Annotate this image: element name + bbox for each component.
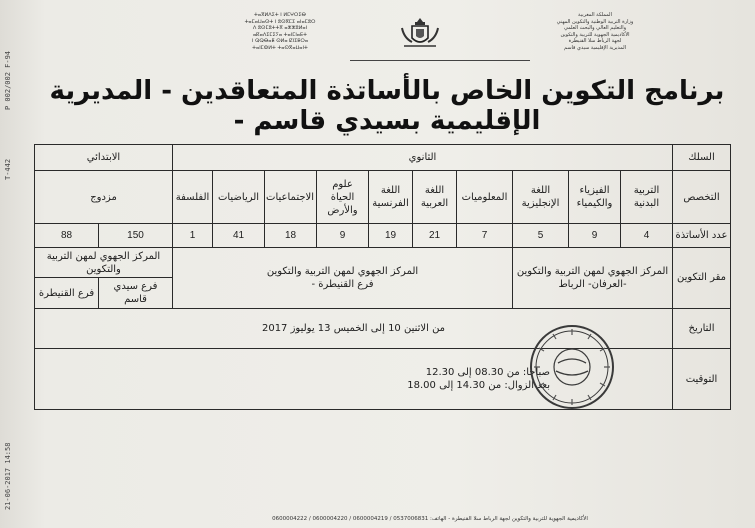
table-row (35, 171, 731, 224)
date-value: من الاثنين 10 إلى الخميس 13 يوليوز 2017 (35, 308, 673, 348)
venue-kenitra: المركز الجهوي لمهن التربية والتكوين فرع القنيطرة - (173, 248, 513, 309)
count-cell: 7 (457, 223, 513, 247)
official-stamp-icon (528, 323, 616, 411)
fax-header-strip (4, 40, 18, 510)
specialty-label: التخصص (673, 171, 731, 224)
teachers-label: عدد الأساتذة (673, 223, 731, 247)
subject-cell: اللغة الإنجليزية (513, 171, 569, 224)
count-cell: 9 (317, 223, 369, 247)
letterhead (200, 12, 680, 62)
subject-cell: المعلوميات (457, 171, 513, 224)
cycle-primary: الابتدائي (35, 145, 173, 171)
cycle-label: السلك (673, 145, 731, 171)
table-row (35, 223, 731, 247)
fax-id-label: T-442 (4, 158, 12, 180)
count-cell: 5 (513, 223, 569, 247)
count-cell: 21 (413, 223, 457, 247)
count-cell: 19 (369, 223, 413, 247)
subject-cell: الرياضيات (213, 171, 265, 224)
count-cell: 41 (213, 223, 265, 247)
letterhead-tifinagh-block: ⵜⴰⴳⵍⴷⵉⵜ ⵏ ⵍⵎⵖⵔⵉⴱ ⵜⴰⵎⴰⵡⴰⵙⵜ ⵏ ⵓⵙⴳⵎⵉ ⴰⵏⴰⵎⵓⵔ ⴷ ⵓⵙⵎⵓⵜⵜⴳ ⴰⵣⵣⵓⵍⴰⵏ ⴰⴽⴰⴷⵉⵎⵉⵢⴰ ⵜⴰⵏⵎⵏⴰⴹⵜ ⵏ ⵕⵕⴱⴰⵟ ⵙⵍⴰ ⵇⵏⵉⵟⵔⴰ ⵜⴰⵏⵎⵀⵍⵜ ⵜⴰⵙⴳⴰⵡⴰⵏⵜ (244, 12, 316, 51)
count-cell: 18 (265, 223, 317, 247)
primary-specialty-cell: مزدوج (35, 171, 173, 224)
count-cell: 9 (569, 223, 621, 247)
subject-cell: علوم الحياة والأرض (317, 171, 369, 224)
fax-page-label: P 002/002 F-94 (4, 50, 12, 110)
count-cell: 4 (621, 223, 673, 247)
fax-date-label: 21-06-2017 14:58 (4, 442, 12, 510)
venue-primary-sidi: فرع سيدي قاسم (99, 278, 173, 308)
table-row (35, 349, 731, 410)
footer-contact: الأكاديمية الجهوية للتربية والتكوين لجهة الرباط سلا القنيطرة - الهاتف: 0537006831 / 0600004219 / 0600004220 / 0600004222 (272, 516, 588, 522)
count-cell: 1 (173, 223, 213, 247)
time-value: صباحا: من 08.30 إلى 12.30 بعد الزوال: من 14.30 إلى 18.00 (35, 349, 673, 410)
date-label: التاريخ (673, 308, 731, 348)
count-cell: 150 (99, 223, 173, 247)
table-row (35, 145, 731, 171)
letterhead-divider (350, 60, 530, 61)
venue-label: مقر التكوين (673, 248, 731, 309)
letterhead-arabic-block: المملكة المغربية وزارة التربية الوطنية والتكوين المهني والتعليم العالي والبحث العلمي الأكاديمية الجهوية للتربية والتكوين لجهة الرباط سلا القنيطرة المديرية الإقليمية سيدي قاسم (556, 12, 634, 51)
subject-cell: الاجتماعيات (265, 171, 317, 224)
subject-cell: اللغة الفرنسية (369, 171, 413, 224)
cycle-secondary: الثانوي (173, 145, 673, 171)
venue-rabat: المركز الجهوي لمهن التربية والتكوين -العرفان- الرباط (513, 248, 673, 309)
venue-primary-center: المركز الجهوي لمهن التربية والتكوين (35, 248, 173, 278)
table-row (35, 248, 731, 278)
coat-of-arms-icon (398, 16, 442, 52)
venue-primary-kenitra: فرع القنيطرة (35, 278, 99, 308)
training-schedule-table (34, 144, 731, 410)
subject-cell: التربية البدنية (621, 171, 673, 224)
count-cell: 88 (35, 223, 99, 247)
page-title: برنامج التكوين الخاص بالأساتذة المتعاقدين - المديرية الإقليمية بسيدي قاسم - (49, 76, 725, 136)
subject-cell: الفلسفة (173, 171, 213, 224)
subject-cell: اللغة العربية (413, 171, 457, 224)
table-row (35, 308, 731, 348)
subject-cell: الفيزياء والكيمياء (569, 171, 621, 224)
time-label: التوقيت (673, 349, 731, 410)
